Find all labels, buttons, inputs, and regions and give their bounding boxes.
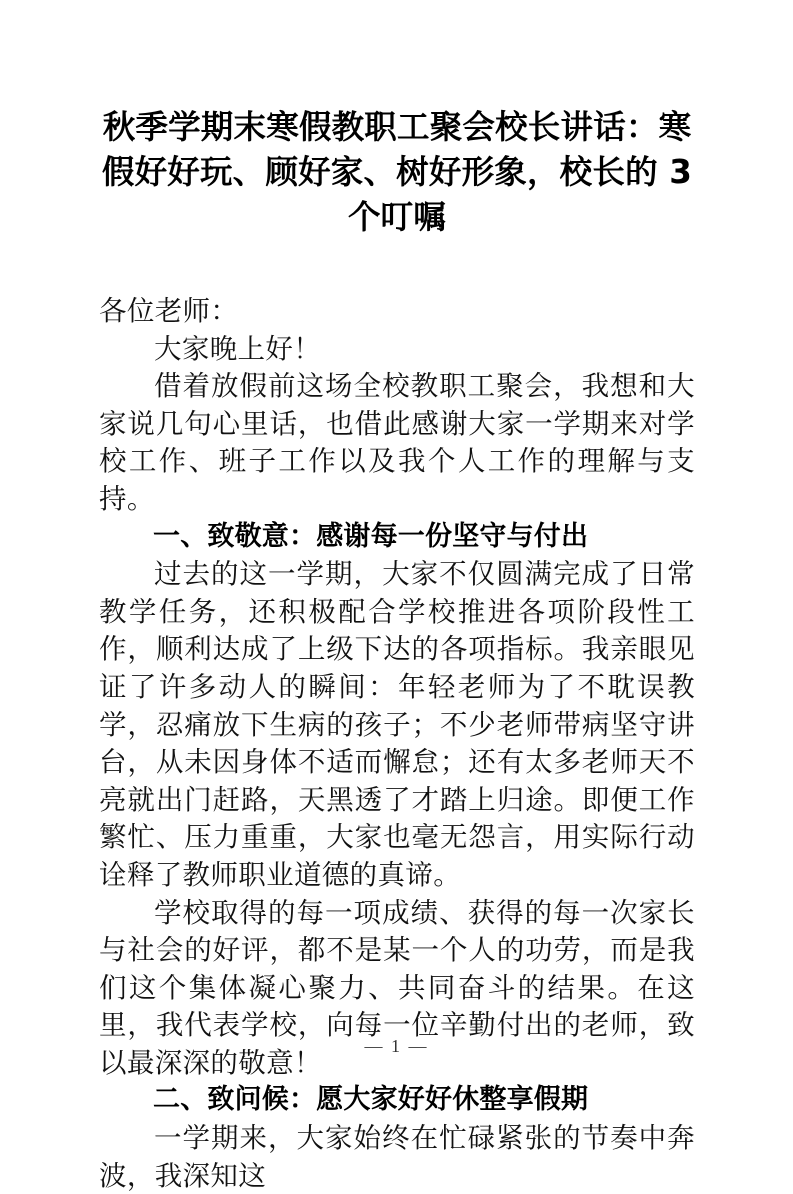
document-body [99,292,695,1194]
paragraph-section-one-b: 学校取得的每一项成绩、获得的每一次家长与社会的好评，都不是某一个人的功劳，而是我们这个集体凝心聚力、共同奋斗的结果。在这里，我代表学校，向每一位辛勤付出的老师，致以最深深的敬意！ [99,896,695,1078]
salutation-line: 各位老师： [99,295,239,326]
paragraph-section-two-a: 一学期来，大家始终在忙碌紧张的节奏中奔波，我深知这 [99,1122,695,1191]
section-heading-one: 一、致敬意：感谢每一份坚守与付出 [153,520,589,552]
paragraph-section-one-a: 过去的这一学期，大家不仅圆满完成了日常教学任务，还积极配合学校推进各项阶段性工作，顺利达成了上级下达的各项指标。我亲眼见证了许多动人的瞬间：年轻老师为了不耽误教学，忍痛放下生病的孩子；不少老师带病坚守讲台，从未因身体不适而懈怠；还有太多老师天不亮就出门赶路，天黑透了才踏上归途。即便工作繁忙、压力重重，大家也毫无怨言，用实际行动诠释了教师职业道德的真谛。 [99,558,695,890]
paragraph-intro: 借着放假前这场全校教职工聚会，我想和大家说几句心里话，也借此感谢大家一学期来对学校工作、班子工作以及我个人工作的理解与支持。 [99,370,695,514]
page-title: 秋季学期末寒假教职工聚会校长讲话：寒假好好玩、顾好家、树好形象，校长的 3 个叮嘱 [101,108,693,236]
paragraph-greeting: 大家晚上好！ [154,332,322,364]
document-content [99,0,695,1194]
section-heading-two: 二、致问候：愿大家好好休整享假期 [153,1084,589,1116]
page-number: — 1 — [364,1036,429,1056]
